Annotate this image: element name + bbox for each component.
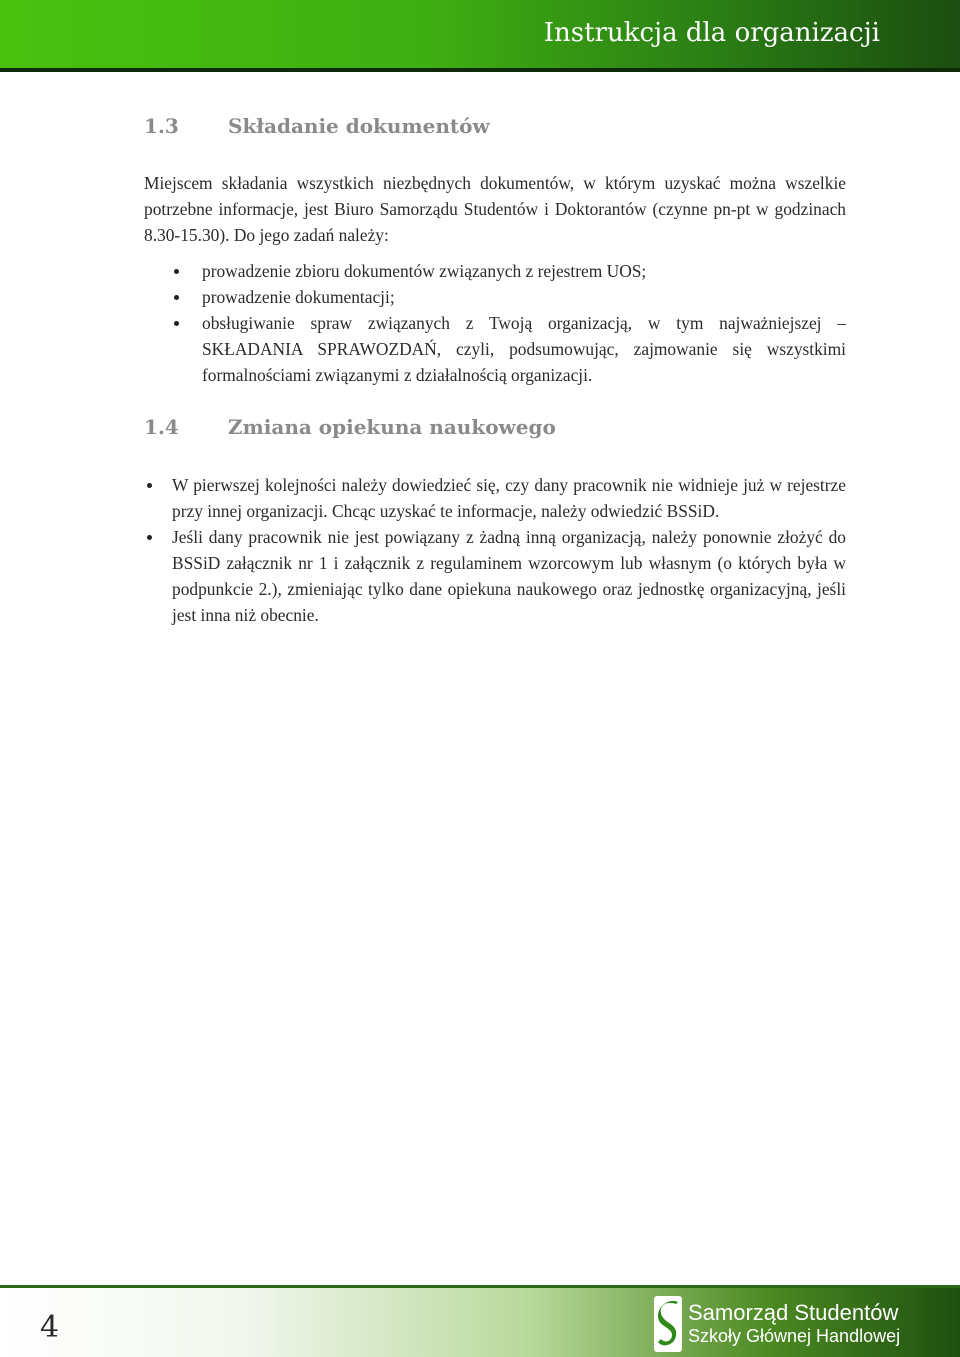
section-title: Składanie dokumentów — [228, 114, 490, 138]
list-item: prowadzenie zbioru dokumentów związanych z rejestrem UOS; — [202, 258, 846, 284]
bullet-icon — [174, 295, 179, 300]
list-item: W pierwszej kolejności należy dowiedzieć się, czy dany pracownik nie widnieje już w rejestrze przy innej organizacji. Chcąc uzyskać te informacje, należy odwiedzić BSSiD. — [172, 472, 846, 524]
list-item: Jeśli dany pracownik nie jest powiązany z żadną inną organizacją, należy ponownie złożyć do BSSiD załącznik nr 1 i załącznik z regulaminem wzorcowym lub własnym (o których była w podpunkcie 2.), zmieniając tylko dane opiekuna naukowego oraz jednostkę organizacyjną, jeśli jest inna niż obecnie. — [172, 524, 846, 628]
section-heading-1-3 — [144, 114, 490, 138]
section-number: 1.3 — [144, 114, 179, 138]
bullet-icon — [174, 321, 179, 326]
header-bar — [0, 0, 960, 72]
section-number: 1.4 — [144, 415, 179, 439]
bullet-icon — [147, 535, 152, 540]
page-number: 4 — [40, 1310, 60, 1345]
bullet-list-1-4 — [172, 472, 846, 628]
list-item: obsługiwanie spraw związanych z Twoją organizacją, w tym najważniejszej – SKŁADANIA SPRAWOZDAŃ, czyli, podsumowując, zajmowanie się wszystkimi formalnościami związanymi z działalnością organizacji. — [202, 310, 846, 388]
list-item: prowadzenie dokumentacji; — [202, 284, 846, 310]
logo-line-2: Szkoły Głównej Handlowej — [688, 1326, 901, 1346]
bullet-icon — [174, 269, 179, 274]
section-paragraph: Miejscem składania wszystkich niezbędnych dokumentów, w którym uzyskać można wszelkie potrzebne informacje, jest Biuro Samorządu Studentów i Doktorantów (czynne pn-pt w godzinach 8.30-15.30). Do jego zadań należy: — [144, 173, 846, 245]
s-logo-icon — [654, 1296, 682, 1352]
document-title: Instrukcja dla organizacji — [543, 18, 880, 48]
bullet-list-1-3 — [202, 258, 846, 388]
logo-line-1: Samorząd Studentów — [688, 1300, 899, 1325]
section-title: Zmiana opiekuna naukowego — [228, 415, 556, 439]
organization-logo — [654, 1296, 914, 1352]
bullet-icon — [147, 483, 152, 488]
section-heading-1-4 — [144, 415, 556, 439]
footer-bar — [0, 1285, 960, 1357]
